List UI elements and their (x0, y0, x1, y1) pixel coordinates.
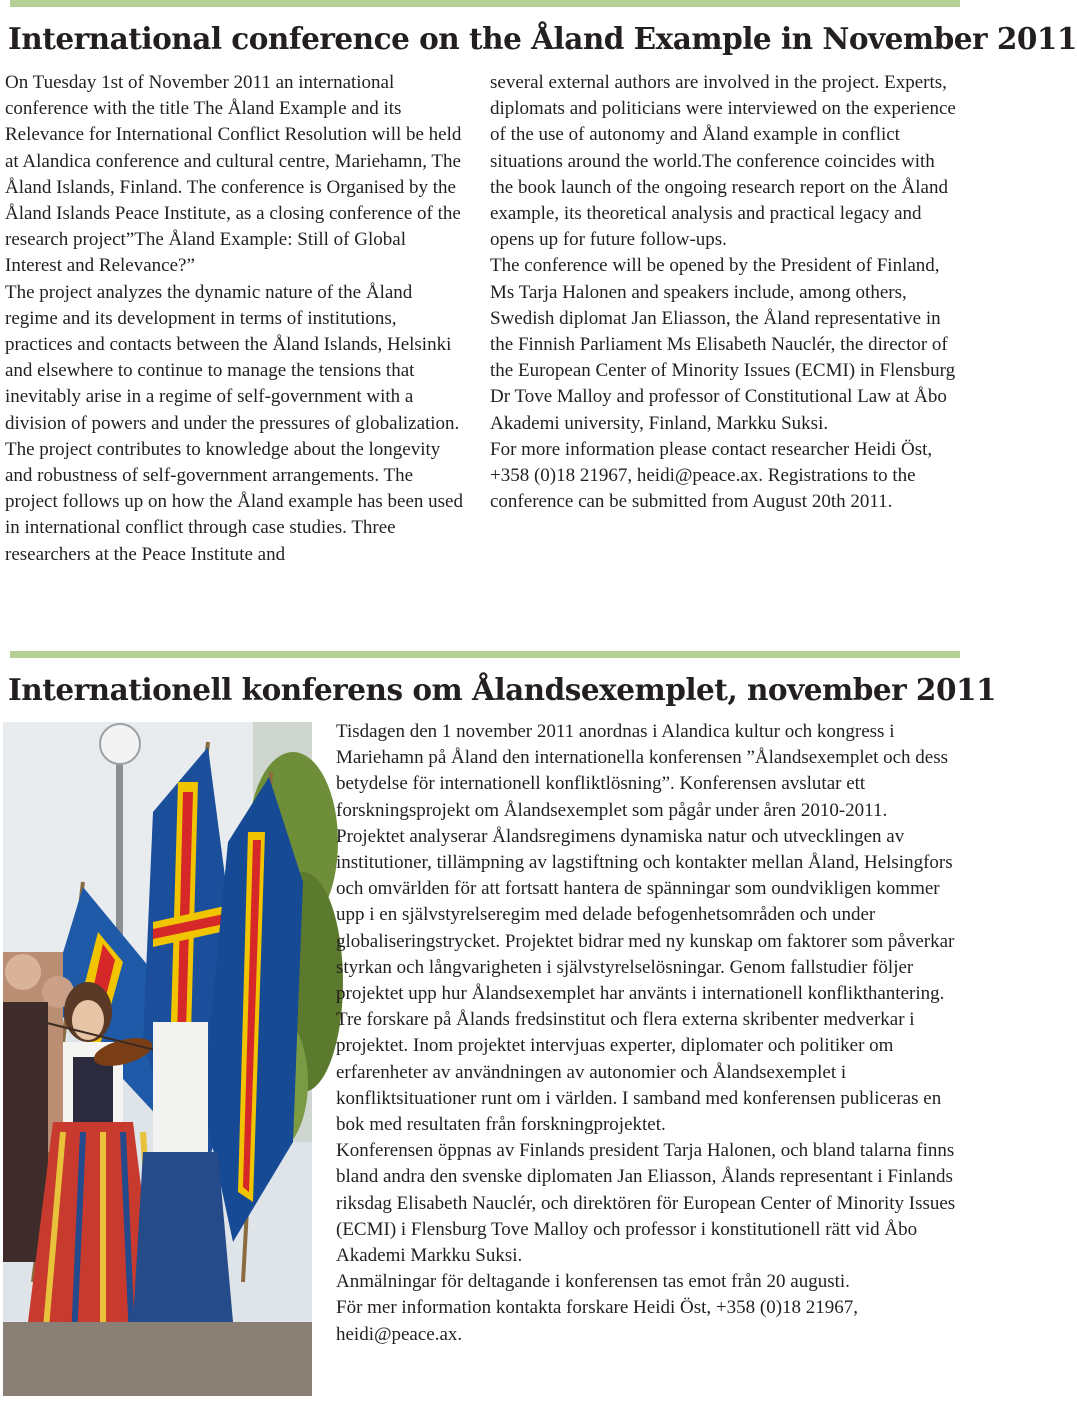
photo-illustration (3, 722, 312, 1396)
english-paragraph: On Tuesday 1st of November 2011 an international conference with the title The Åland Example and its Relevance for International Conflict Resolution will be held at Alandica conference and cultural centre, Mariehamn, The Åland Islands, Finland. The conference is Organised by the Åland Islands Peace Institute, as a closing conference of the research project”The Åland Example: Still of Global Interest and Relevance?” (5, 72, 462, 277)
english-column-left (5, 70, 467, 568)
top-divider (10, 0, 960, 7)
swedish-paragraph: Konferensen öppnas av Finlands president Tarja Halonen, och bland talarna finns bland andra den svenske diplomaten Jan Eliasson, Ålands representant i Finlands riksdag Elisabeth Nauclér, och direktören för European Center of Minority Issues (ECMI) i Flensburg Tove Malloy och professor i konstitutionell rätt vid Åbo Akademi Markku Suksi. (336, 1140, 956, 1267)
english-contact-paragraph: For more information please contact researcher Heidi Öst, +358 (0)18 21967, heidi@peace.ax. Registrations to the conference can be submitted from August 20th 2011. (490, 438, 933, 513)
english-paragraph: The conference will be opened by the President of Finland, Ms Tarja Halonen and speakers include, among others, Swedish diplomat Jan Eliasson, the Åland representative in the Finnish Parliament Ms Elisabeth Nauclér, the director of the European Center of Minority Issues (ECMI) in Flensburg Dr Tove Malloy and professor of Constitutional Law at Åbo Akademi university, Finland, Markku Suksi. (490, 255, 956, 434)
swedish-column (336, 719, 958, 1348)
swedish-paragraph: Anmälningar för deltagande i konferensen tas emot från 20 augusti. (336, 1271, 850, 1293)
english-paragraph: The project analyzes the dynamic nature of the Åland regime and its development in terms of institutions, practices and contacts between the Åland Islands, Helsinki and elsewhere to continue to manage the tensions that inevitably arise in a regime of self-government with a division of powers and under the pressures of globalization. The project contributes to knowledge about the longevity and robustness of self-government arrangements. The project follows up on how the Åland example has been used in international conflict through case studies. Three researchers at the Peace Institute and (5, 281, 463, 565)
swedish-heading: Internationell konferens om Ålandsexemplet, november 2011 (8, 672, 997, 707)
english-paragraph: several external authors are involved in the project. Experts, diplomats and politicians were interviewed on the experience of the use of autonomy and Åland example in conflict situations around the world.The conference coincides with the book launch of the ongoing research report on the Åland example, its theoretical analysis and practical legacy and opens up for future follow-ups. (490, 72, 956, 251)
section-divider (10, 651, 960, 658)
festival-photo-aland-flags-fiddler (3, 722, 312, 1396)
english-column-right (490, 70, 957, 515)
swedish-contact-paragraph: För mer information kontakta forskare Heidi Öst, +358 (0)18 21967, heidi@peace.ax. (336, 1297, 859, 1345)
english-heading: International conference on the Åland Example in November 2011 (8, 21, 1077, 56)
swedish-paragraph: Tisdagen den 1 november 2011 anordnas i Alandica kultur och kongress i Mariehamn på Åland den internationella konferensen ”Ålandsexemplet och dess betydelse för internationell konfliktlösning”. Konferensen avslutar ett forskningsprojekt om Ålandsexemplet som pågår under åren 2010-2011. Projektet analyserar Ålandsregimens dynamiska natur och utvecklingen av institutioner, tillämpning av lagstiftning och kontakter mellan Åland, Helsingfors och omvärlden för att fortsatt hantera de spänningar som oundvikligen kommer upp i en självstyrelseregim med delade befogenhetsområden och under globaliseringstrycket. Projektet bidrar med ny kunskap om faktorer som påverkar styrkan och långvarigheten i självstyrelselösningar. Genom fallstudier följer projektet upp hur Ålandsexemplet har använts i internationell konflikthantering. Tre forskare på Ålands fredsinstitut och flera externa skribenter medverkar i projektet. Inom projektet intervjuas experter, diplomater och politiker om erfarenheter av användningen av autonomier och Ålandsexemplet i konfliktsituationer runt om i världen. I samband med konferensen publiceras en bok med resultaten från forskningprojektet. (336, 721, 955, 1136)
